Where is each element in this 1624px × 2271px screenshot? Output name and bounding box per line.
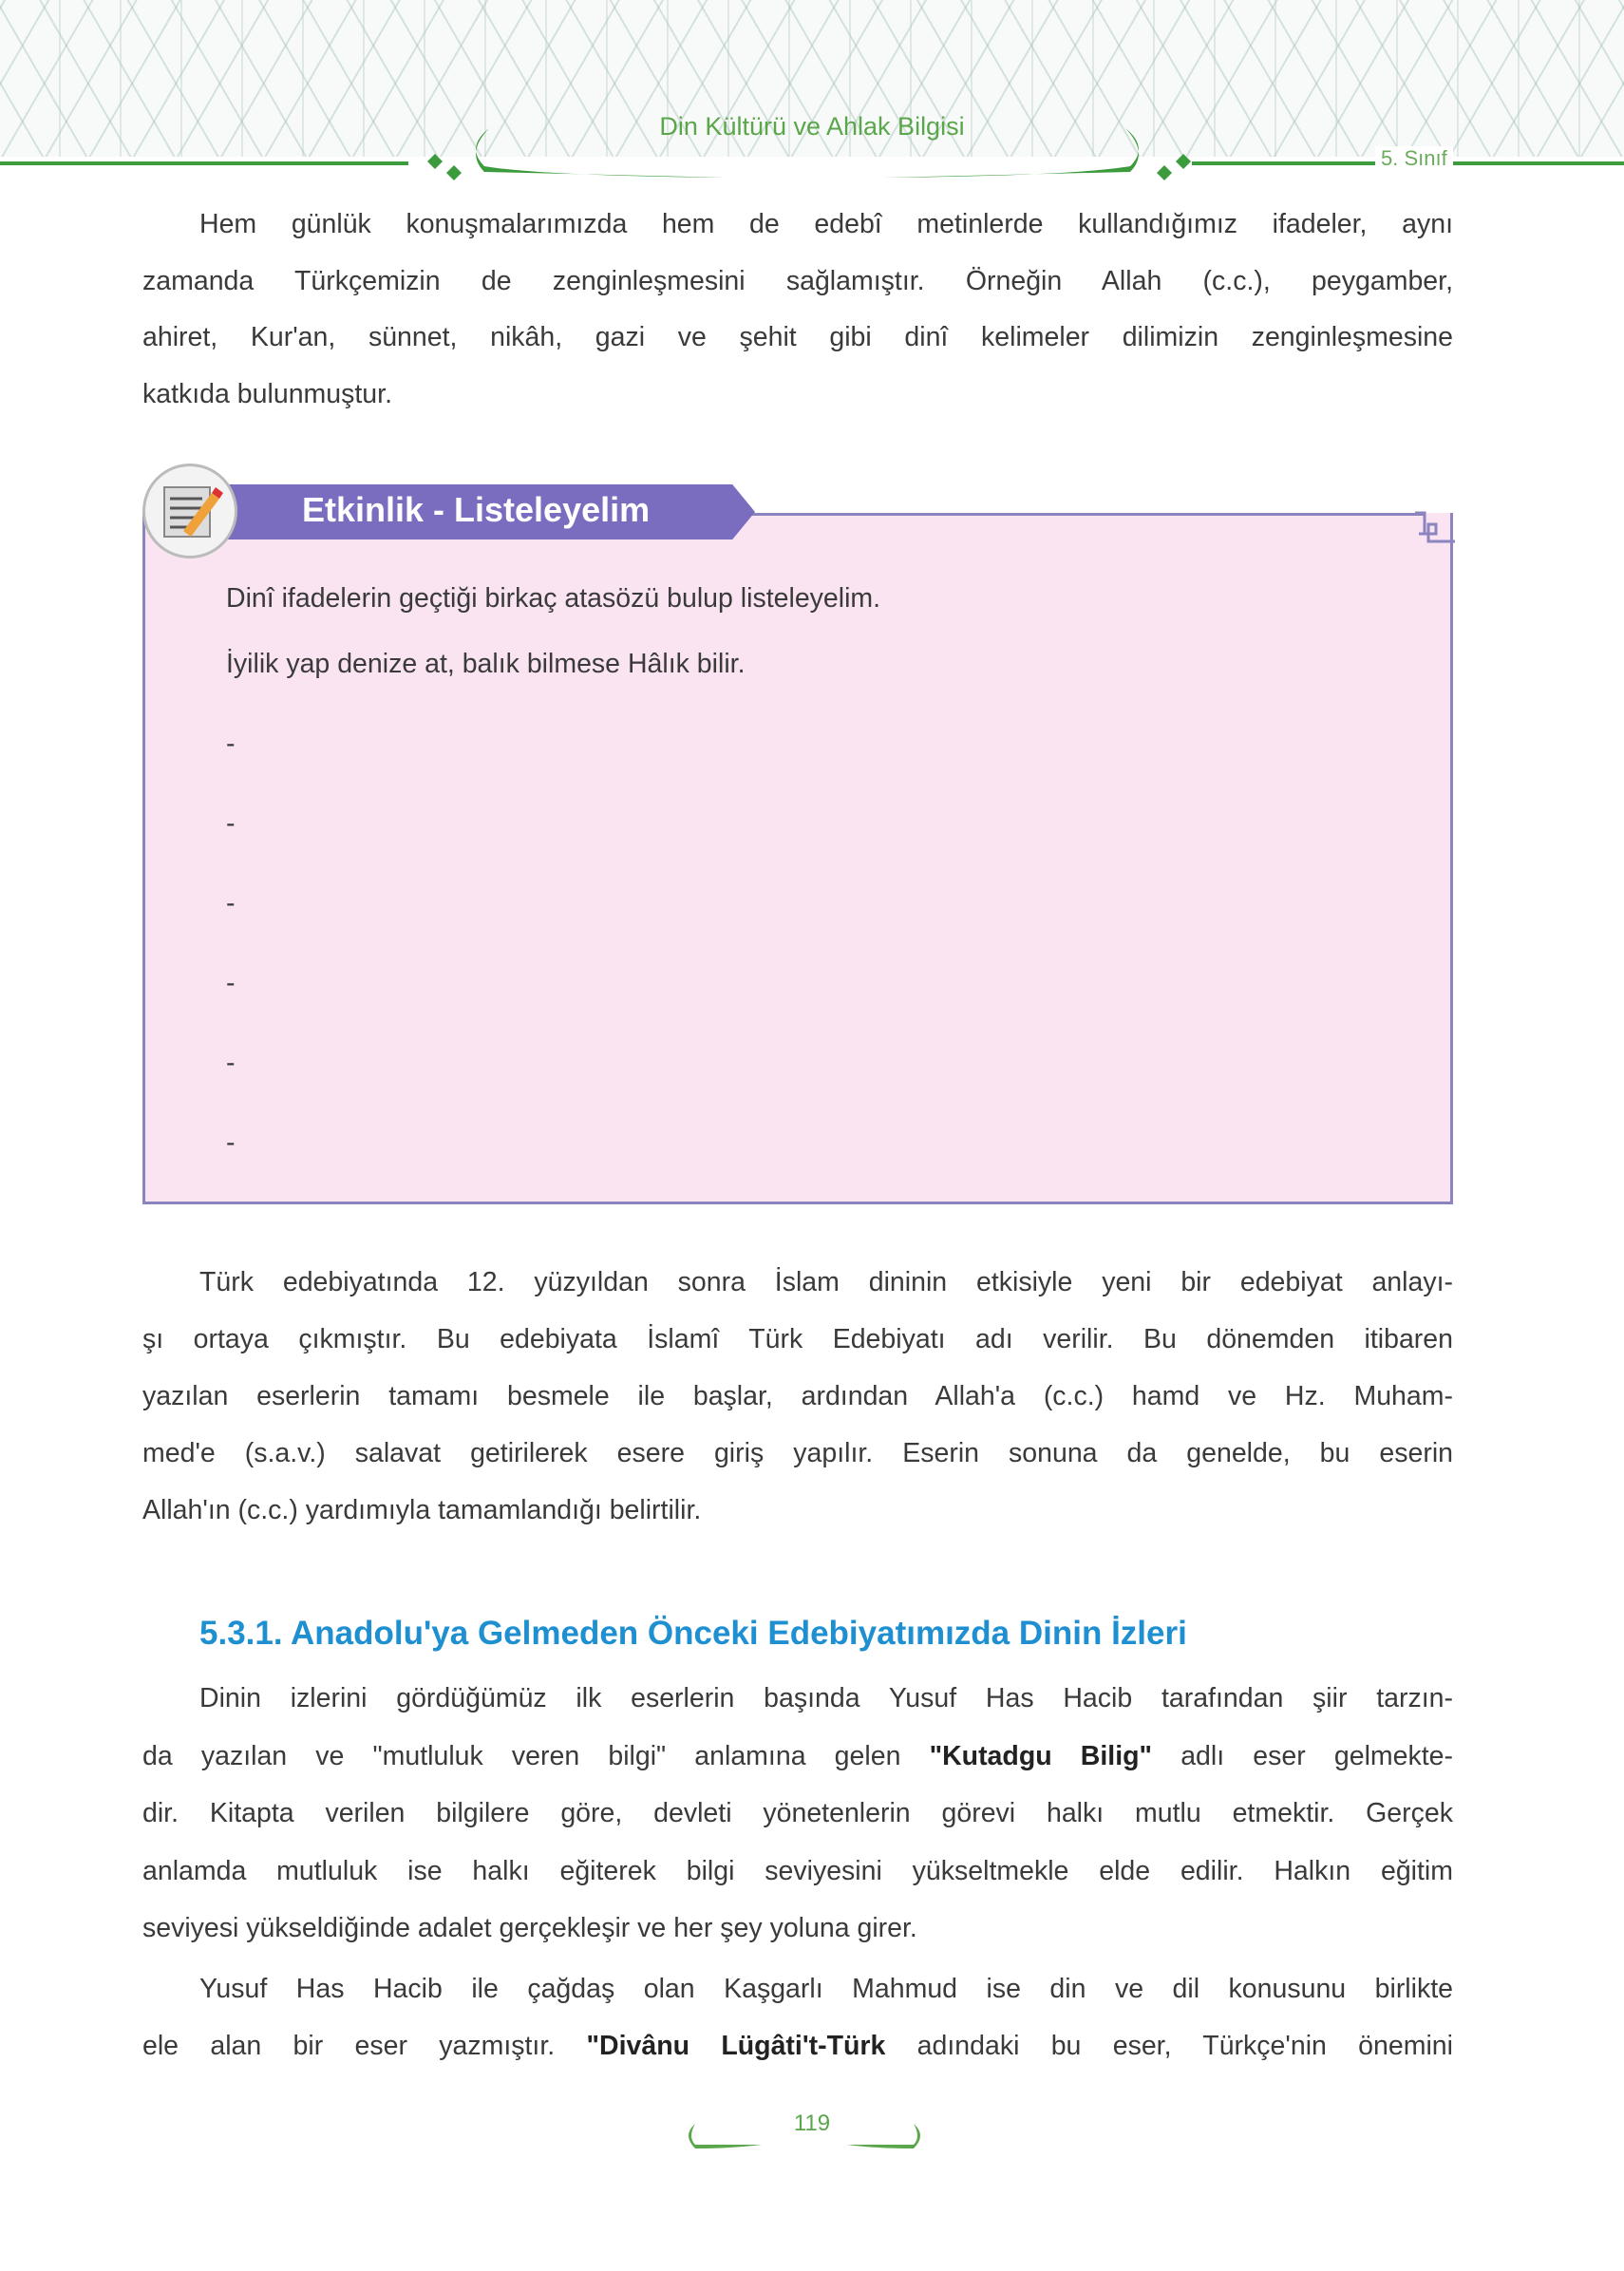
text-line: med'e (s.a.v.) salavat getirilerek esere giriş yapılır. Eserin sonuna da genelde, bu eserin	[142, 1438, 1453, 1468]
answer-blank: -	[226, 968, 236, 998]
corner-ornament	[1415, 511, 1457, 558]
section-heading: 5.3.1. Anadolu'ya Gelmeden Önceki Edebiyatımızda Dinin İzleri	[199, 1615, 1187, 1652]
text-segment: adlı eser gelmekte-	[1152, 1740, 1453, 1771]
text-line: ahiret, Kur'an, sünnet, nikâh, gazi ve şehit gibi dinî kelimeler dilimizin zenginleşmesine	[142, 322, 1453, 352]
answer-blank: -	[226, 808, 236, 839]
answer-blank: -	[226, 1048, 236, 1078]
text-line: Allah'ın (c.c.) yardımıyla tamamlandığı belirtilir.	[142, 1495, 702, 1525]
text-line: Dinin izlerini gördüğümüz ilk eserlerin başında Yusuf Has Hacib tarafından şiir tarzın-	[199, 1683, 1453, 1713]
notepad-pencil-icon	[142, 464, 237, 558]
text-segment: adındaki bu eser, Türkçe'nin önemini	[885, 2031, 1453, 2061]
text-line	[142, 2029, 1453, 2063]
bold-title: "Kutadgu Bilig"	[929, 1740, 1153, 1771]
answer-blank: -	[226, 888, 236, 918]
header-rule	[0, 161, 408, 165]
bold-title: "Divânu Lügâti't-Türk	[586, 2031, 886, 2061]
text-line: seviyesi yükseldiğinde adalet gerçekleşir ve her şey yoluna girer.	[142, 1913, 917, 1943]
book-title: Din Kültürü ve Ahlak Bilgisi	[659, 112, 965, 141]
activity-box	[142, 513, 1453, 1204]
page-number: 119	[793, 2110, 831, 2136]
text-line: zamanda Türkçemizin de zenginleşmesini sağlamıştır. Örneğin Allah (c.c.), peygamber,	[142, 265, 1453, 296]
text-segment: da yazılan ve "mutluluk veren bilgi" anlamına gelen	[142, 1740, 930, 1771]
text-line: Hem günlük konuşmalarımızda hem de edebî metinlerde kullandığımız ifadeler, aynı	[199, 209, 1453, 239]
answer-blank: -	[226, 1127, 236, 1158]
text-line: Türk edebiyatında 12. yüzyıldan sonra İslam dininin etkisiyle yeni bir edebiyat anlayı-	[199, 1267, 1453, 1297]
text-line: şı ortaya çıkmıştır. Bu edebiyata İslamî Türk Edebiyatı adı verilir. Bu dönemden itibaren	[142, 1324, 1453, 1354]
text-line: Yusuf Has Hacib ile çağdaş olan Kaşgarlı Mahmud ise din ve dil konusunu birlikte	[199, 1974, 1453, 2004]
grade-label: 5. Sınıf	[1375, 146, 1453, 171]
text-line: yazılan eserlerin tamamı besmele ile başlar, ardından Allah'a (c.c.) hamd ve Hz. Muham-	[142, 1381, 1453, 1411]
text-line: katkıda bulunmuştur.	[142, 378, 392, 409]
activity-instruction: Dinî ifadelerin geçtiği birkaç atasözü bulup listeleyelim.	[226, 583, 881, 614]
text-line: anlamda mutluluk ise halkı eğiterek bilgi seviyesini yükseltmekle elde edilir. Halkın eğitim	[142, 1855, 1453, 1886]
activity-box-border	[722, 513, 1425, 516]
text-line	[142, 1739, 1453, 1773]
activity-example: İyilik yap denize at, balık bilmese Hâlık bilir.	[226, 649, 746, 679]
answer-blank: -	[226, 729, 236, 759]
text-segment: ele alan bir eser yazmıştır.	[142, 2031, 587, 2061]
text-line: dir. Kitapta verilen bilgilere göre, devleti yönetenlerin görevi halkı mutlu etmektir. Gerçek	[142, 1798, 1453, 1828]
activity-title: Etkinlik - Listeleyelim	[302, 490, 651, 529]
